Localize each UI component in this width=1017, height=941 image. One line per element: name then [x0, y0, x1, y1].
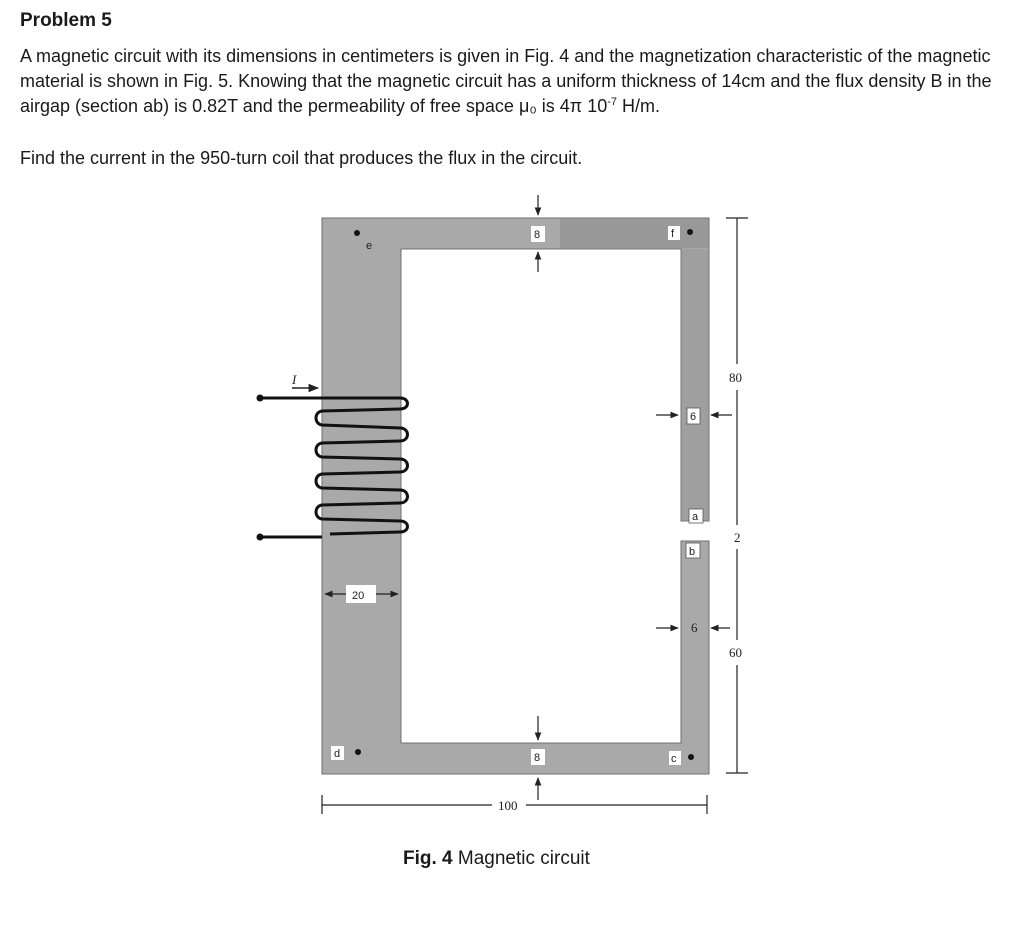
dim-right-upper-label: 6	[690, 411, 697, 423]
point-c-label: c	[671, 753, 677, 765]
magnetic-core	[322, 218, 709, 774]
problem-question: Find the current in the 950-turn coil that produces the flux in the circuit.	[20, 148, 583, 168]
statement-unit: H/m.	[617, 96, 661, 116]
current-label: I	[292, 372, 297, 387]
caption-text: Magnetic circuit	[452, 848, 590, 869]
dim-upper-height-label: 80	[729, 370, 742, 385]
problem-title: Problem 5	[20, 10, 112, 31]
dim-gap-label: 2	[734, 530, 741, 545]
dim-left-label: 20	[352, 590, 365, 602]
dim-bottom-label: 8	[534, 752, 541, 764]
point-d-dot	[355, 749, 361, 755]
point-f-dot	[687, 229, 693, 235]
point-b-label: b	[689, 546, 696, 558]
point-e-label: e	[366, 240, 373, 252]
core-top-shade	[560, 219, 708, 248]
point-d-label: d	[334, 748, 341, 760]
coil-terminal-top	[257, 395, 264, 402]
point-f-label: f	[671, 228, 675, 240]
dim-total-width-label: 100	[498, 798, 518, 813]
figure-caption	[403, 848, 590, 870]
point-e-dot	[354, 230, 360, 236]
core-body	[322, 218, 709, 774]
point-a-label: a	[692, 511, 699, 523]
coil-terminal-bottom	[257, 534, 264, 541]
caption-figure-number: Fig. 4	[403, 848, 453, 869]
point-c-dot	[688, 754, 694, 760]
core-right-shade	[682, 249, 708, 520]
dim-top-label: 8	[534, 229, 541, 241]
dim-vertical	[726, 218, 748, 773]
dim-right-lower-label: 6	[691, 620, 698, 635]
statement-text: A magnetic circuit with its dimensions in centimeters is given in Fig. 4 and the magnetization characteristic of the magnetic material is shown in Fig. 5. Knowing that the magnetic circuit has a uniform thickness of 14cm and the flux density B in the airgap (section ab) is 0.82T and the permeability of free space μ₀ is 4π 10	[20, 46, 992, 116]
statement-exponent: -7	[607, 96, 618, 108]
dim-lower-height-label: 60	[729, 645, 742, 660]
